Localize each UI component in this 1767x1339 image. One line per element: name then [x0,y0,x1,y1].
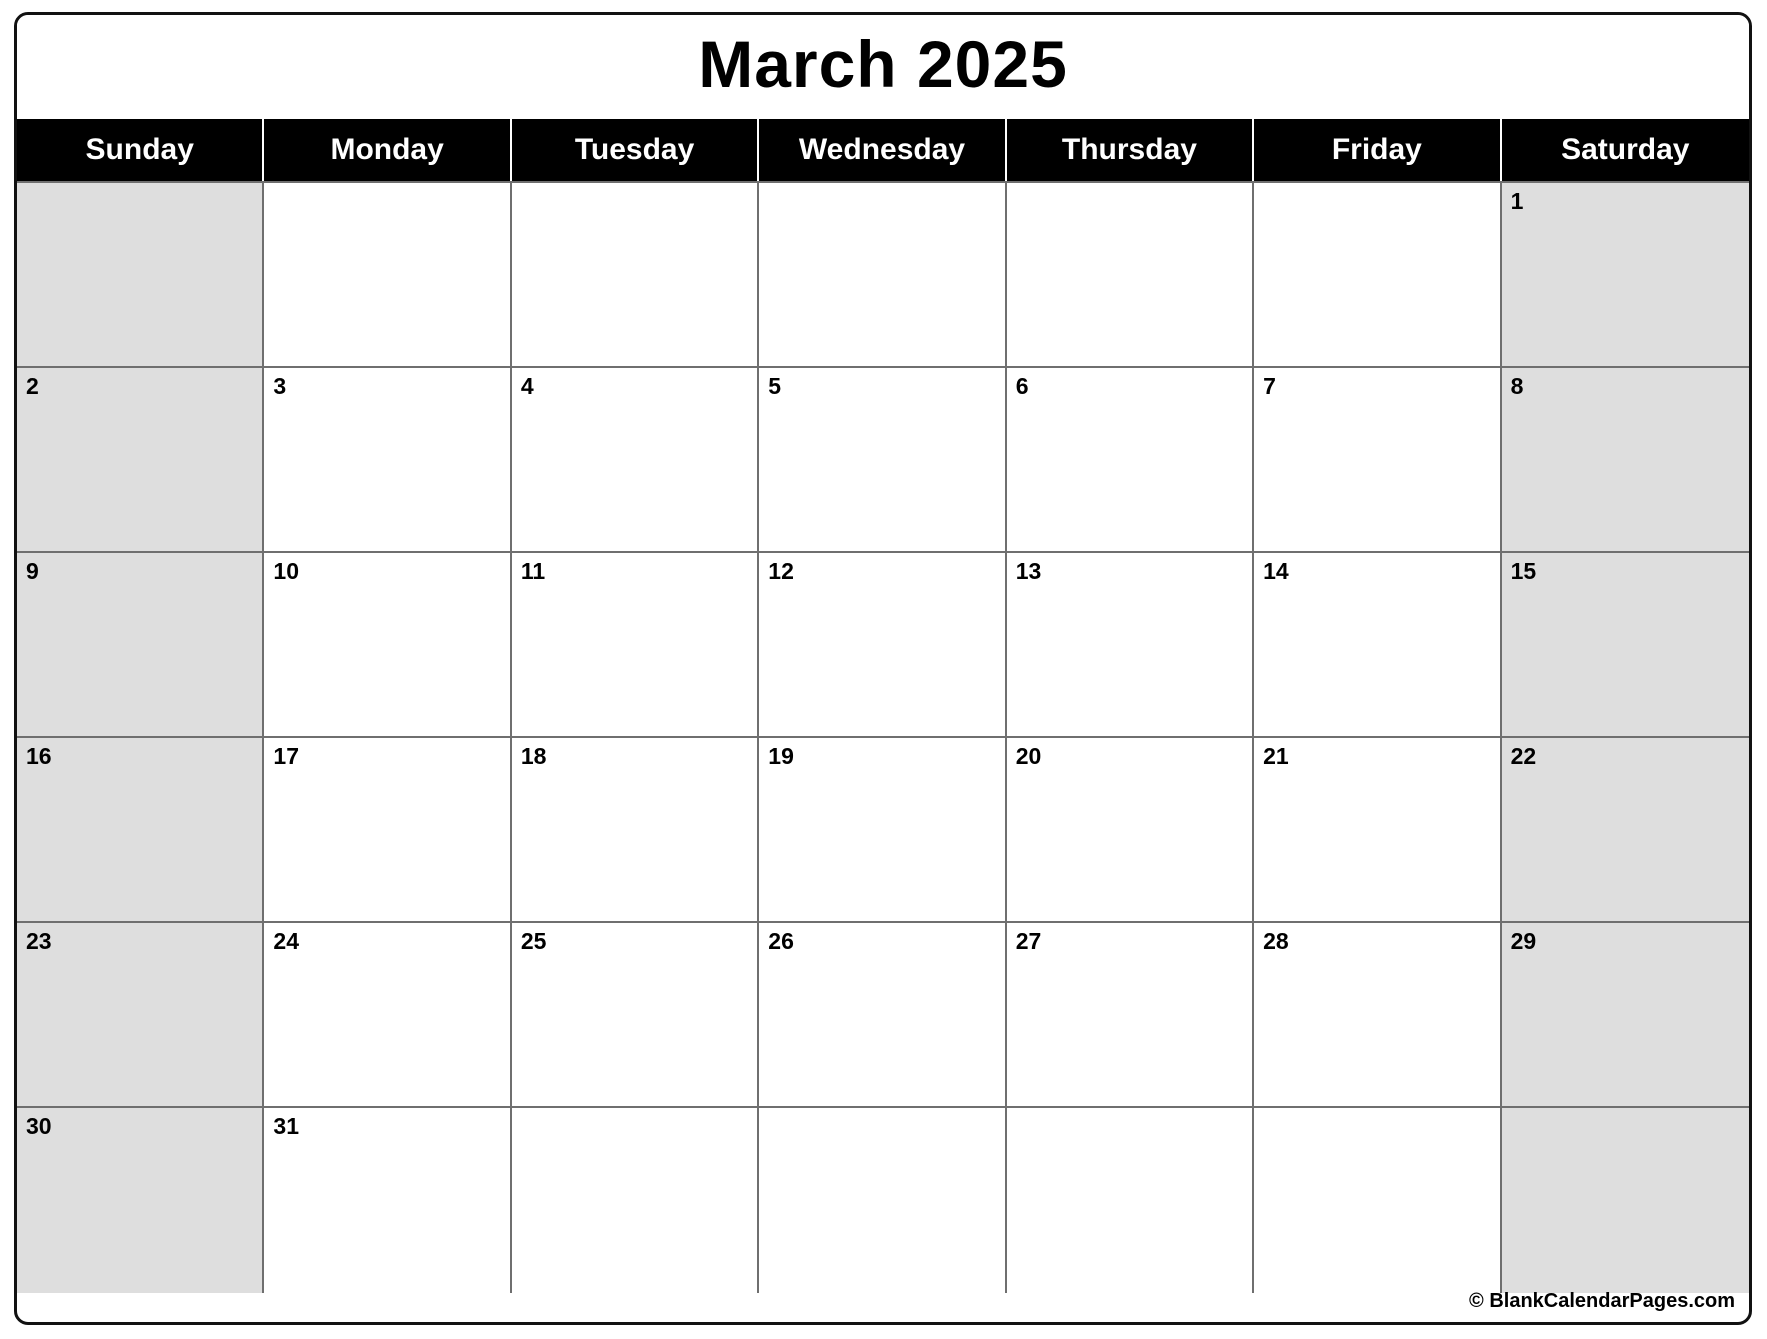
day-cell[interactable] [17,738,264,923]
day-cell[interactable] [17,1108,264,1293]
day-number: 20 [1015,743,1042,769]
day-number: 11 [520,558,546,584]
day-number: 10 [273,558,300,584]
day-cell[interactable] [1007,923,1254,1108]
day-cell[interactable] [1254,183,1501,368]
day-number: 13 [1015,558,1042,584]
weekday-header-row [17,119,1749,181]
day-cell[interactable] [1502,553,1749,738]
weekday-header-monday: Monday [264,119,511,181]
day-number: 23 [26,928,52,954]
day-cell[interactable] [1502,183,1749,368]
day-number: 22 [1510,743,1537,769]
weekday-header-tuesday: Tuesday [512,119,759,181]
day-number: 9 [26,558,39,584]
page-title: March 2025 [698,27,1068,101]
day-cell[interactable] [1007,738,1254,923]
day-number: 16 [26,743,52,769]
weekday-header-thursday: Thursday [1007,119,1254,181]
day-number: 30 [26,1113,52,1139]
day-number: 2 [26,373,39,399]
day-cell[interactable] [1254,923,1501,1108]
calendar-grid [17,181,1749,1293]
day-cell[interactable] [1007,368,1254,553]
day-cell[interactable] [759,1108,1006,1293]
day-number: 18 [520,743,547,769]
footer-credit: © BlankCalendarPages.com [1469,1290,1735,1312]
day-cell[interactable] [1502,738,1749,923]
day-number: 14 [1263,558,1289,584]
day-cell[interactable] [264,368,511,553]
day-number: 24 [273,928,300,954]
day-number: 7 [1263,373,1276,399]
weekday-header-saturday: Saturday [1561,133,1690,166]
day-cell[interactable] [1007,1108,1254,1293]
day-cell[interactable] [759,368,1006,553]
day-cell[interactable] [512,923,759,1108]
day-number: 6 [1015,373,1029,399]
day-cell[interactable] [1007,183,1254,368]
day-number: 21 [1263,743,1289,769]
day-number: 29 [1510,928,1537,954]
day-cell[interactable] [17,183,264,368]
day-cell[interactable] [512,553,759,738]
day-number: 8 [1510,373,1524,399]
day-cell[interactable] [264,923,511,1108]
day-number: 26 [768,928,794,954]
day-cell[interactable] [759,553,1006,738]
day-cell[interactable] [17,553,264,738]
day-cell[interactable] [264,738,511,923]
day-cell[interactable] [1254,368,1501,553]
weekday-header-sunday: Sunday [17,119,264,181]
day-cell[interactable] [1254,738,1501,923]
day-number: 15 [1510,558,1537,584]
day-cell[interactable] [17,368,264,553]
day-number: 5 [768,373,782,399]
day-number: 31 [273,1113,300,1139]
day-number: 1 [1510,188,1524,214]
day-cell[interactable] [1502,923,1749,1108]
calendar-container [14,12,1752,1325]
day-cell[interactable] [1254,553,1501,738]
day-cell[interactable] [512,183,759,368]
day-cell[interactable] [1502,1108,1749,1293]
day-cell[interactable] [264,553,511,738]
day-number: 19 [768,743,794,769]
day-cell[interactable] [264,1108,511,1293]
day-cell[interactable] [759,738,1006,923]
day-cell[interactable] [512,738,759,923]
day-cell[interactable] [759,183,1006,368]
day-cell[interactable] [1254,1108,1501,1293]
day-cell[interactable] [512,368,759,553]
day-number: 28 [1263,928,1289,954]
weekday-header-wednesday: Wednesday [759,119,1006,181]
day-cell[interactable] [759,923,1006,1108]
day-cell[interactable] [1502,368,1749,553]
day-number: 17 [273,743,300,769]
day-cell[interactable] [512,1108,759,1293]
day-number: 12 [768,558,794,584]
day-number: 25 [520,928,547,954]
day-number: 4 [520,373,534,399]
calendar-title-bar [17,15,1749,119]
day-number: 27 [1015,928,1042,954]
day-cell[interactable] [17,923,264,1108]
day-cell[interactable] [264,183,511,368]
day-cell[interactable] [1007,553,1254,738]
day-number: 3 [273,373,287,399]
weekday-header-friday: Friday [1254,119,1501,181]
